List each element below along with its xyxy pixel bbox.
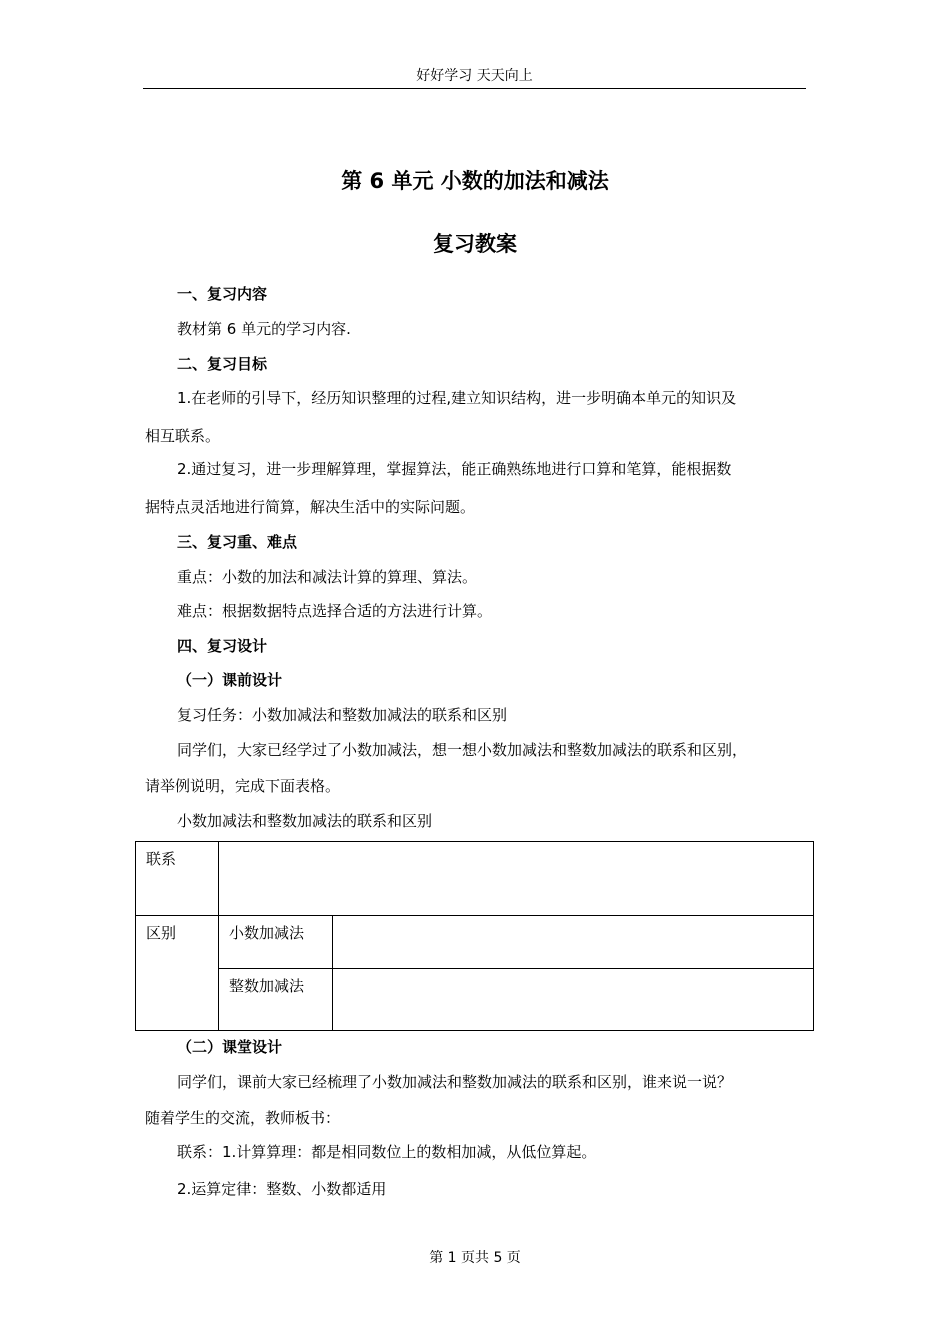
section-heading-content: 一、复习内容 [177,285,268,303]
section-heading-design: 四、复习设计 [177,637,268,655]
goal-2-line-1: 2.通过复习，进一步理解算理，掌握算法，能正确熟练地进行口算和笔算，能根据数 [177,460,732,478]
table-label-link: 联系 [136,842,219,916]
table-cell-integer-content [333,969,814,1031]
in-class-para-line-2: 随着学生的交流，教师板书： [145,1109,341,1127]
page-header: 好好学习 天天向上 [416,68,533,84]
section-text: 教材第 6 单元的学习内容. [177,320,351,338]
table-sublabel-integer: 整数加减法 [219,969,333,1031]
page-footer: 第 1 页共 5 页 [429,1250,521,1266]
table-cell-decimal-content [333,916,814,969]
doc-title: 第 6 单元 小数的加法和减法 [341,169,609,193]
pre-class-para-line-1: 同学们，大家已经学过了小数加减法，想一想小数加减法和整数加减法的联系和区别， [177,741,748,759]
review-task: 复习任务：小数加减法和整数加减法的联系和区别 [177,706,508,724]
key-point: 重点：小数的加法和减法计算的算理、算法。 [177,568,478,586]
subsection-pre-class: （一）课前设计 [177,671,283,689]
goal-1-line-1: 1.在老师的引导下，经历知识整理的过程,建立知识结构，进一步明确本单元的知识及 [177,389,737,407]
goal-1-line-2: 相互联系。 [145,427,221,445]
table-caption: 小数加减法和整数加减法的联系和区别 [177,812,433,830]
section-heading-focus: 三、复习重、难点 [177,533,298,551]
board-link-2: 2.运算定律：整数、小数都适用 [177,1180,387,1198]
board-link-1: 联系：1.计算算理：都是相同数位上的数相加减，从低位算起。 [177,1143,597,1161]
subsection-in-class: （二）课堂设计 [177,1038,283,1056]
comparison-table [135,841,814,1031]
goal-2-line-2: 据特点灵活地进行简算，解决生活中的实际问题。 [145,498,476,516]
in-class-para-line-1: 同学们，课前大家已经梳理了小数加减法和整数加减法的联系和区别，谁来说一说？ [177,1073,733,1091]
doc-subtitle: 复习教案 [433,232,517,256]
table-sublabel-decimal: 小数加减法 [219,916,333,969]
header-rule [143,88,806,89]
difficult-point: 难点：根据数据特点选择合适的方法进行计算。 [177,602,493,620]
pre-class-para-line-2: 请举例说明，完成下面表格。 [145,777,341,795]
table-label-difference: 区别 [136,916,219,1031]
table-cell-link-content [219,842,814,916]
section-heading-goals: 二、复习目标 [177,355,268,373]
